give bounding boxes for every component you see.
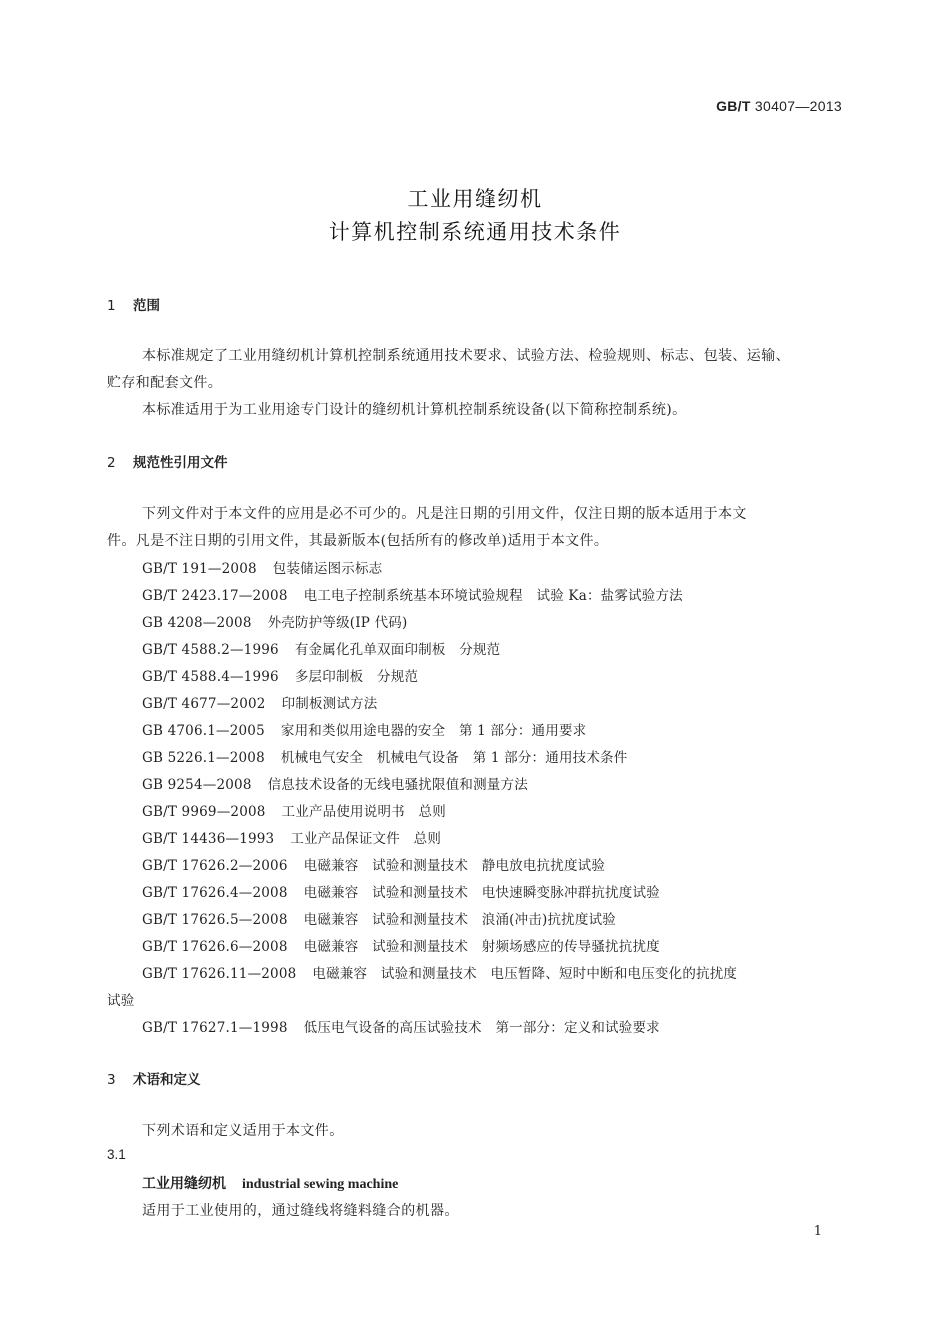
reference-item <box>142 638 500 658</box>
reference-code: GB/T 17626.2—2006 <box>142 858 288 874</box>
normative-intro-cont: 件。凡是不注日期的引用文件，其最新版本(包括所有的修改单)适用于本文件。 <box>107 533 609 549</box>
section-title: 规范性引用文件 <box>133 455 228 471</box>
reference-title: 电磁兼容 试验和测量技术 电快速瞬变脉冲群抗扰度试验 <box>303 885 660 901</box>
standard-number <box>716 98 842 114</box>
reference-title: 低压电气设备的高压试验技术 第一部分：定义和试验要求 <box>303 1020 660 1036</box>
section-title: 术语和定义 <box>133 1072 201 1088</box>
reference-code: GB/T 17626.11—2008 <box>142 966 297 982</box>
standard-prefix: GB/T <box>716 98 751 114</box>
reference-code: GB/T 9969—2008 <box>142 804 266 820</box>
section-number: 2 <box>107 455 116 471</box>
reference-code: GB/T 14436—1993 <box>142 831 275 847</box>
reference-item <box>142 557 382 577</box>
reference-item <box>142 692 377 712</box>
section-number: 3 <box>107 1072 116 1088</box>
section-title: 范围 <box>133 298 160 314</box>
reference-item <box>142 719 586 739</box>
reference-title: 工业产品使用说明书 总则 <box>281 804 446 820</box>
page-number: 1 <box>813 1224 822 1239</box>
reference-code: GB/T 17626.4—2008 <box>142 885 288 901</box>
reference-code: GB/T 2423.17—2008 <box>142 588 288 604</box>
reference-title: 家用和类似用途电器的安全 第 1 部分：通用要求 <box>280 723 587 739</box>
reference-item <box>142 908 616 928</box>
reference-title: 印制板测试方法 <box>281 696 378 712</box>
reference-title: 电磁兼容 试验和测量技术 射频场感应的传导骚扰抗扰度 <box>303 939 660 955</box>
reference-item <box>142 962 737 982</box>
reference-item <box>142 827 441 847</box>
term-number: 3.1 <box>107 1147 126 1162</box>
section-heading-scope <box>107 294 160 314</box>
scope-paragraph-1-cont: 贮存和配套文件。 <box>107 375 223 391</box>
term-english: industrial sewing machine <box>242 1177 399 1192</box>
reference-code: GB/T 17627.1—1998 <box>142 1020 288 1036</box>
reference-item <box>142 1016 660 1036</box>
reference-title: 电工电子控制系统基本环境试验规程 试验 Ka：盐雾试验方法 <box>303 588 683 604</box>
section-number: 1 <box>107 298 116 314</box>
document-title-line2: 计算机控制系统通用技术条件 <box>328 220 622 244</box>
reference-item <box>142 773 528 793</box>
reference-title: 工业产品保证文件 总则 <box>290 831 442 847</box>
term-chinese: 工业用缝纫机 <box>142 1176 226 1192</box>
term-definition: 适用于工业使用的，通过缝线将缝料缝合的机器。 <box>142 1203 459 1219</box>
reference-title: 电磁兼容 试验和测量技术 电压暂降、短时中断和电压变化的抗扰度 <box>312 966 738 982</box>
reference-item <box>142 800 446 820</box>
document-title-line1: 工业用缝纫机 <box>407 187 543 211</box>
term-heading <box>142 1173 398 1193</box>
reference-code: GB/T 17626.5—2008 <box>142 912 288 928</box>
reference-code: GB 4208—2008 <box>142 615 252 631</box>
section-heading-normative <box>107 451 228 471</box>
reference-item <box>142 665 418 685</box>
reference-item <box>142 746 627 766</box>
scope-paragraph-1: 本标准规定了工业用缝纫机计算机控制系统通用技术要求、试验方法、检验规则、标志、包装、运输、 <box>142 348 790 364</box>
reference-item <box>142 935 660 955</box>
reference-code: GB 9254—2008 <box>142 777 252 793</box>
reference-item <box>142 611 407 631</box>
reference-item <box>142 854 605 874</box>
scope-paragraph-2: 本标准适用于为工业用途专门设计的缝纫机计算机控制系统设备(以下简称控制系统)。 <box>142 402 687 418</box>
reference-code: GB/T 17626.6—2008 <box>142 939 288 955</box>
reference-item <box>142 881 660 901</box>
reference-item-cont: 试验 <box>107 993 135 1009</box>
reference-title: 包装储运图示标志 <box>272 561 383 577</box>
reference-title: 有金属化孔单双面印制板 分规范 <box>294 642 501 658</box>
reference-title: 电磁兼容 试验和测量技术 浪涌(冲击)抗扰度试验 <box>303 912 616 928</box>
reference-code: GB/T 191—2008 <box>142 561 257 577</box>
reference-title: 信息技术设备的无线电骚扰限值和测量方法 <box>267 777 528 793</box>
reference-code: GB/T 4677—2002 <box>142 696 266 712</box>
standard-code: 30407—2013 <box>754 98 842 114</box>
reference-code: GB/T 4588.4—1996 <box>142 669 279 685</box>
reference-title: 机械电气安全 机械电气设备 第 1 部分：通用技术条件 <box>280 750 628 766</box>
normative-intro: 下列文件对于本文件的应用是必不可少的。凡是注日期的引用文件，仅注日期的版本适用于本文 <box>142 506 747 522</box>
reference-item <box>142 584 683 604</box>
section-heading-terms <box>107 1068 201 1088</box>
reference-title: 多层印制板 分规范 <box>294 669 419 685</box>
terms-intro: 下列术语和定义适用于本文件。 <box>142 1123 344 1139</box>
reference-code: GB/T 4588.2—1996 <box>142 642 279 658</box>
reference-title: 外壳防护等级(IP 代码) <box>267 615 408 631</box>
reference-title: 电磁兼容 试验和测量技术 静电放电抗扰度试验 <box>303 858 606 874</box>
reference-code: GB 5226.1—2008 <box>142 750 265 766</box>
reference-code: GB 4706.1—2005 <box>142 723 265 739</box>
